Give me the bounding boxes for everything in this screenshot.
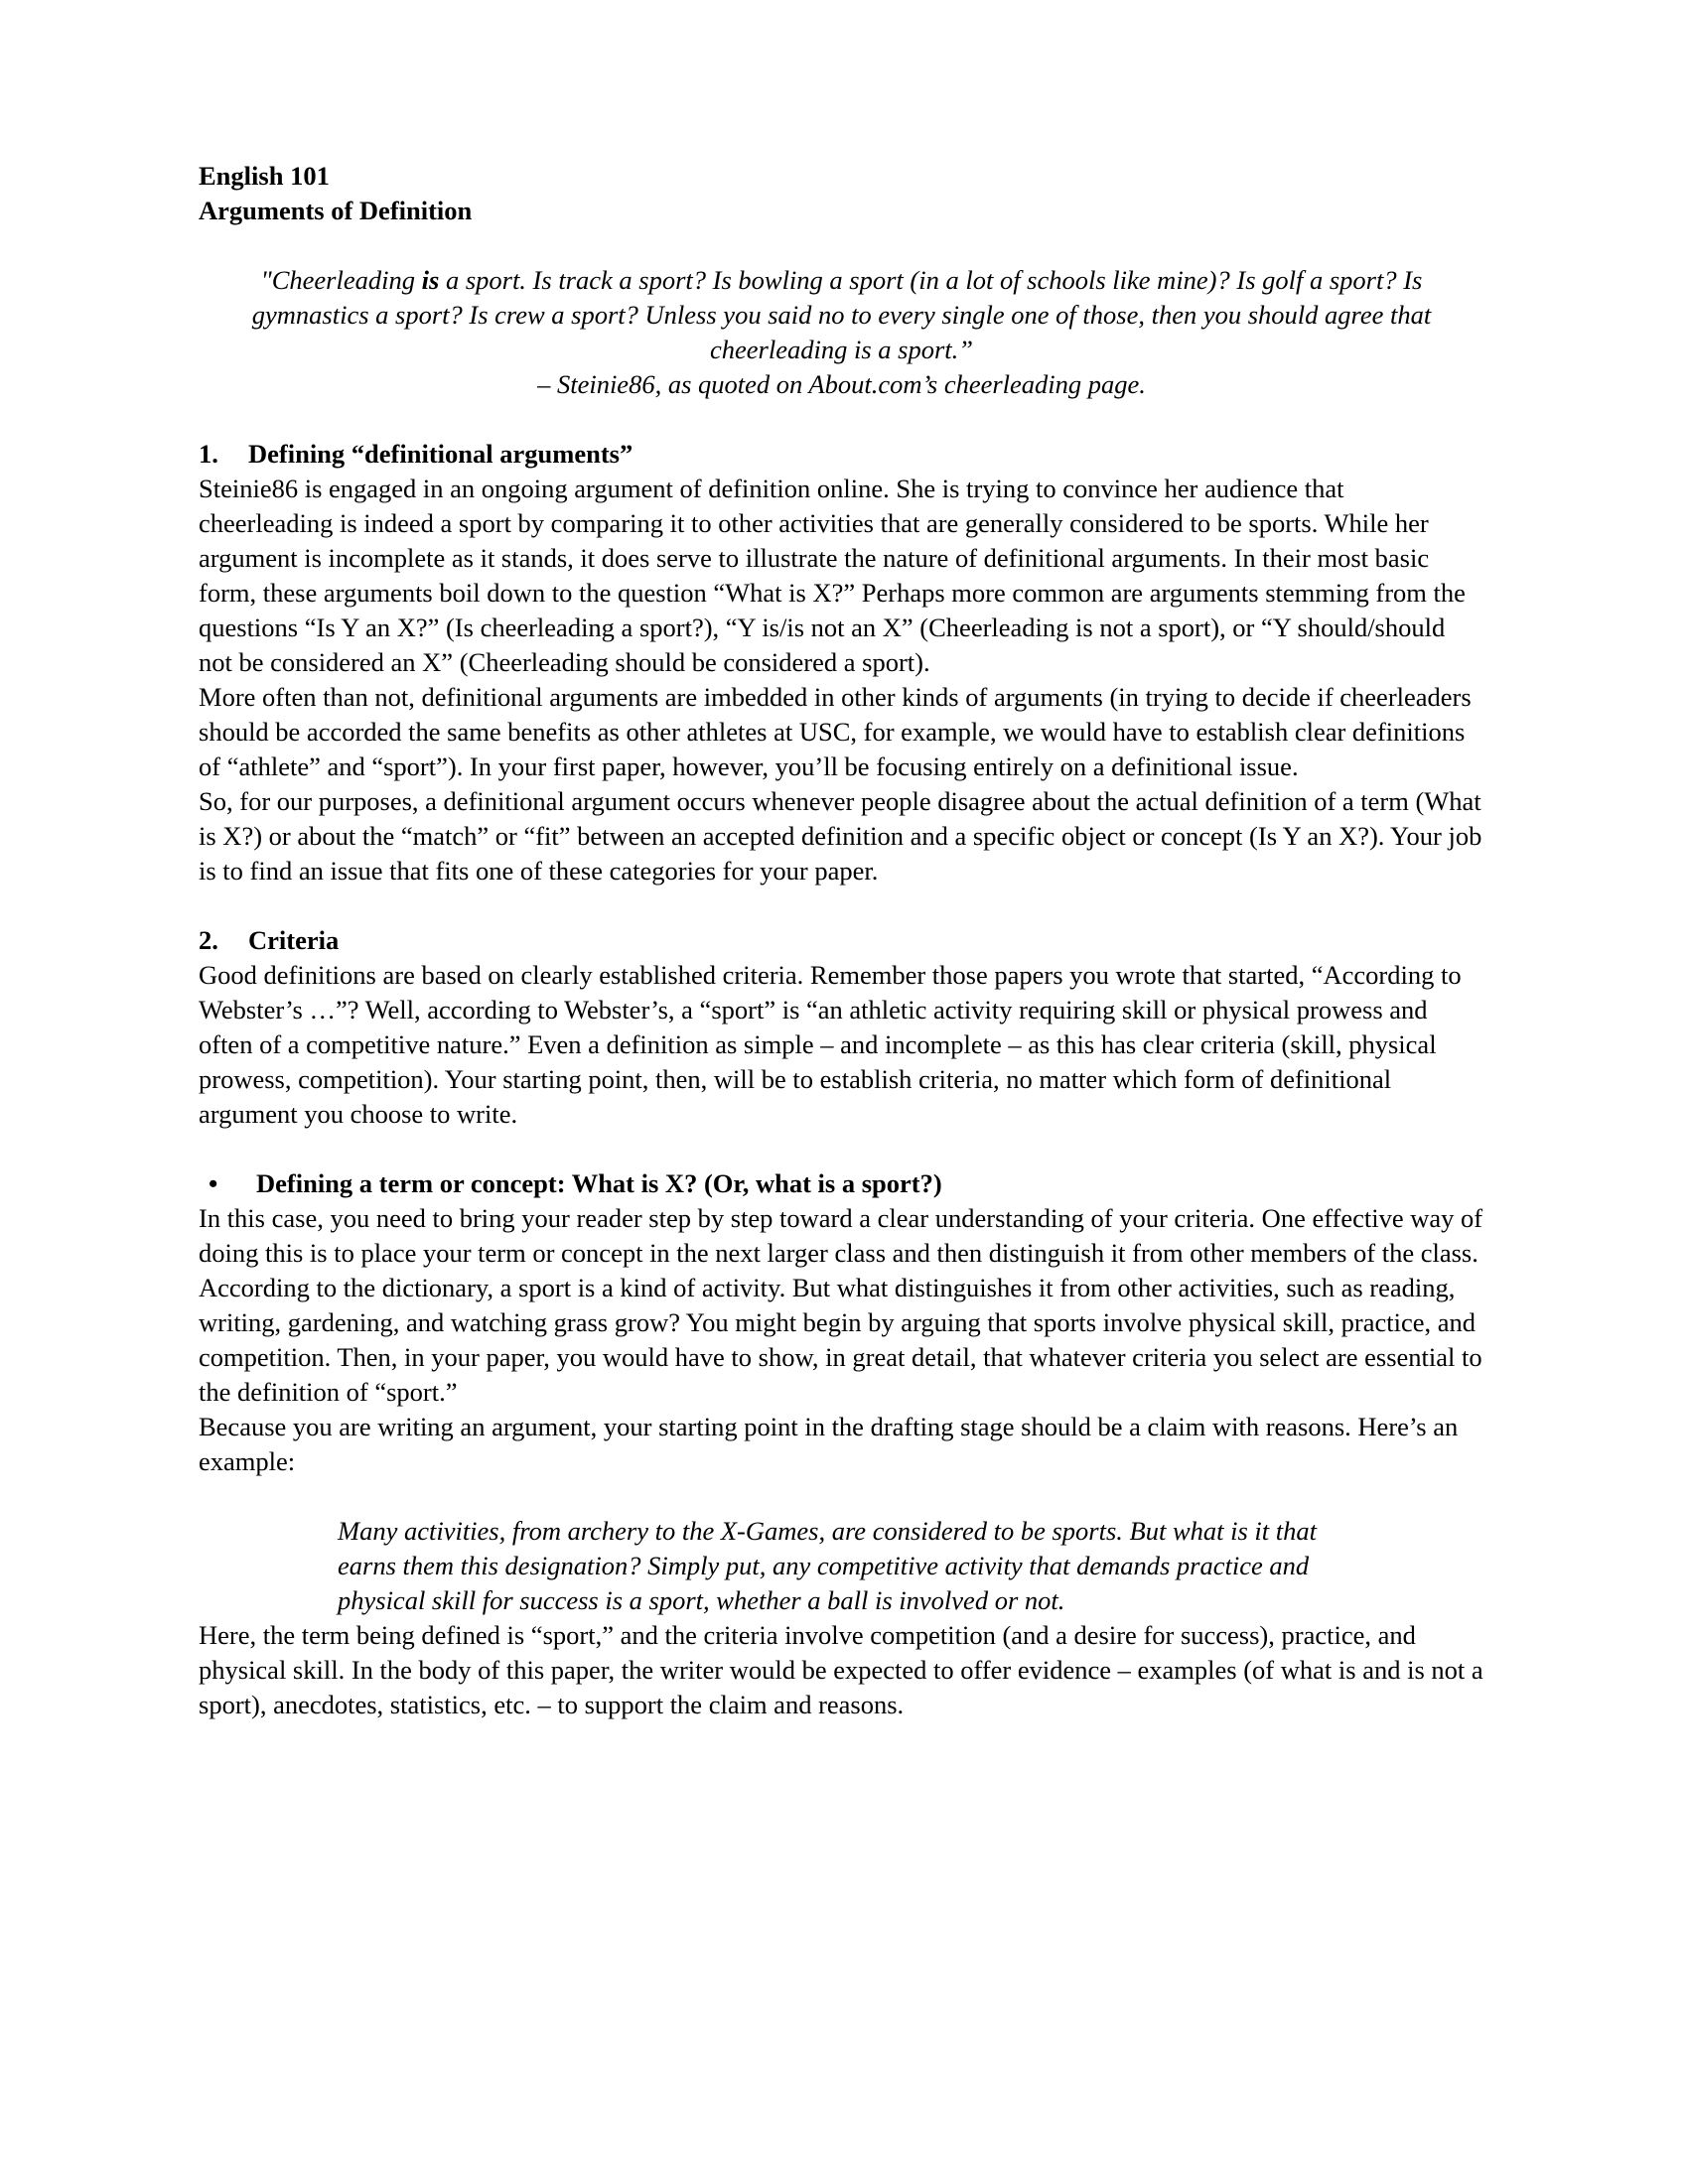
epigraph-quote-rest: a sport. Is track a sport? Is bowling a sport (in a lot of schools like mine)? Is golf a sport? Is gymnastics a sport? Is crew a sport? Unless you said no to every single one of those, then you should agree that cheerleading is a sport.” [251,265,1432,364]
bullet-heading [199,1166,1484,1201]
section-1-paragraph-1: Steinie86 is engaged in an ongoing argument of definition online. She is trying to convince her audience that cheerleading is indeed a sport by comparing it to other activities that are generally considered to be sports. While her argument is incomplete as it stands, it does serve to illustrate the nature of definitional arguments. In their most basic form, these arguments boil down to the question “What is X?” Perhaps more common are arguments stemming from the questions “Is Y an X?” (Is cheerleading a sport?), “Y is/is not an X” (Cheerleading is not a sport), or “Y should/should not be considered an X” (Cheerleading should be considered a sport). [199,474,1466,677]
document-title: Arguments of Definition [199,196,473,225]
section-2-number: 2. [199,925,218,955]
section-1-title: Defining “definitional arguments” [248,439,633,469]
section-1-heading [199,437,1484,472]
section-2-paragraph-1: Good definitions are based on clearly established criteria. Remember those papers you wrote that started, “According to Webster’s …”? Well, according to Webster’s, a “sport” is “an athletic activity requiring skill or physical prowess and often of a competitive nature.” Even a definition as simple – and incomplete – as this has clear criteria (skill, physical prowess, competition). Your starting point, then, will be to establish criteria, no matter which form of definitional argument you choose to write. [199,960,1462,1129]
section-1-paragraph-3: So, for our purposes, a definitional argument occurs whenever people disagree about the actual definition of a term (What is X?) or about the “match” or “fit” between an accepted definition and a specific object or concept (Is Y an X?). Your job is to find an issue that fits one of these categories for your paper. [199,786,1482,886]
example-blockquote: Many activities, from archery to the X-Games, are considered to be sports. But what is it that earns them this designation? Simply put, any competitive activity that demands practice and physical skill for success is a sport, whether a ball is involved or not. [338,1516,1317,1615]
course-title: English 101 [199,161,330,191]
bullet-paragraph-3: Here, the term being defined is “sport,” and the criteria involve competition (and a desire for success), practice, and physical skill. In the body of this paper, the writer would be expected to offer evidence – examples (of what is and is not a sport), anecdotes, statistics, etc. – to support the claim and reasons. [199,1620,1483,1719]
epigraph-quote-prefix: "Cheerleading [260,265,422,295]
section-2-title: Criteria [248,925,340,955]
section-1-paragraph-2: More often than not, definitional arguments are imbedded in other kinds of arguments (in trying to decide if cheerleaders should be accorded the same benefits as other athletes at USC, for example, we would have to establish clear definitions of “athlete” and “sport”). In your first paper, however, you’ll be focusing entirely on a definitional issue. [199,682,1472,781]
bullet-paragraph-2: Because you are writing an argument, your starting point in the drafting stage should be a claim with reasons. Here’s an example: [199,1412,1459,1476]
bullet-heading-text: Defining a term or concept: What is X? (Or, what is a sport?) [256,1168,942,1198]
epigraph-quote [207,263,1477,367]
epigraph-attribution: – Steinie86, as quoted on About.com’s cheerleading page. [537,369,1146,399]
bullet-paragraph-1: In this case, you need to bring your reader step by step toward a clear understanding of your criteria. One effective way of doing this is to place your term or concept in the next larger class and then distinguish it from other members of the class. According to the dictionary, a sport is a kind of activity. But what distinguishes it from other activities, such as reading, writing, gardening, and watching grass grow? You might begin by arguing that sports involve physical skill, practice, and competition. Then, in your paper, you would have to show, in great detail, that whatever criteria you select are essential to the definition of “sport.” [199,1203,1483,1407]
bullet-icon: • [209,1168,218,1198]
document-page [199,159,1484,1722]
section-1-number: 1. [199,439,218,469]
epigraph [199,263,1484,402]
section-2-heading [199,923,1484,958]
epigraph-quote-emphasis: is [421,265,440,295]
